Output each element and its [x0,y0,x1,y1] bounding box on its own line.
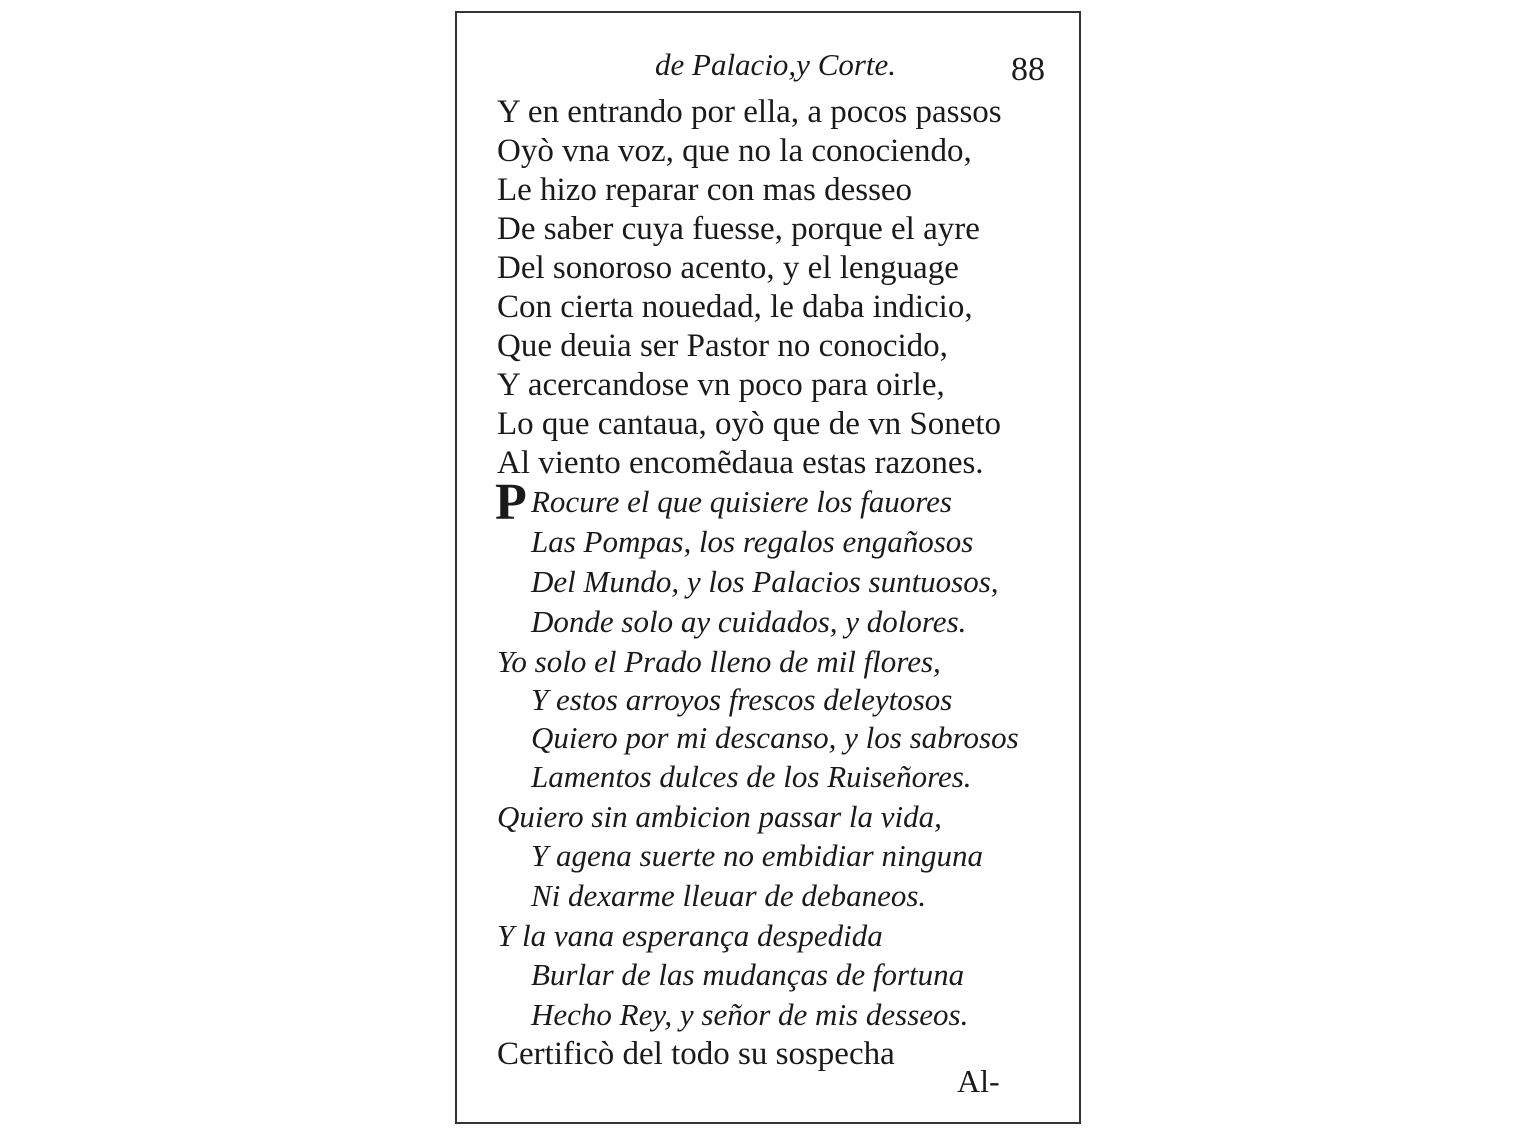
running-title: de Palacio,y Corte. [655,47,897,82]
sonnet-line: Quiero por mi descanso, y los sabrosos [531,720,1019,755]
sonnet-line: Burlar de las mudanças de fortuna [531,957,965,992]
book-page [455,11,1081,1124]
sonnet-drop-cap: P [495,474,527,531]
sonnet-line: Lamentos dulces de los Ruiseñores. [531,759,972,794]
prose-line: Lo que cantaua, oyò que de vn Soneto [497,406,1002,442]
prose-line: De saber cuya fuesse, porque el ayre [497,211,980,247]
sonnet-first-line: Rocure el que quisiere los fauores [531,484,952,519]
sonnet-line: Yo solo el Prado lleno de mil flores, [497,644,941,679]
sonnet-line: Y la vana esperança despedida [497,918,883,953]
prose-line: Del sonoroso acento, y el lenguage [497,250,959,286]
prose-line: Y en entrando por ella, a pocos passos [497,94,1002,130]
sonnet-line: Quiero sin ambicion passar la vida, [497,799,942,834]
sonnet-line: Las Pompas, los regalos engañosos [531,524,974,559]
sonnet-line: Y agena suerte no embidiar ninguna [531,838,984,873]
sonnet-line: Hecho Rey, y señor de mis desseos. [531,997,969,1032]
sonnet-line: Donde solo ay cuidados, y dolores. [531,604,967,639]
prose-line: Y acercandose vn poco para oirle, [497,367,945,403]
sonnet-line: Del Mundo, y los Palacios suntuosos, [531,564,999,599]
prose-line: Al viento encomẽdaua estas razones. [497,445,984,481]
prose-line: Le hizo reparar con mas desseo [497,172,913,208]
sonnet-line: Ni dexarme lleuar de debaneos. [531,878,927,913]
closing-line: Certificò del todo su sospecha [497,1036,895,1072]
page-number: 88 [1011,51,1045,88]
prose-line: Con cierta nouedad, le daba indicio, [497,289,973,325]
prose-line: Que deuia ser Pastor no conocido, [497,328,948,364]
sonnet-line: Y estos arroyos frescos deleytosos [531,682,953,717]
catchword: Al- [957,1063,1000,1099]
prose-line: Oyò vna voz, que no la conociendo, [497,133,972,169]
